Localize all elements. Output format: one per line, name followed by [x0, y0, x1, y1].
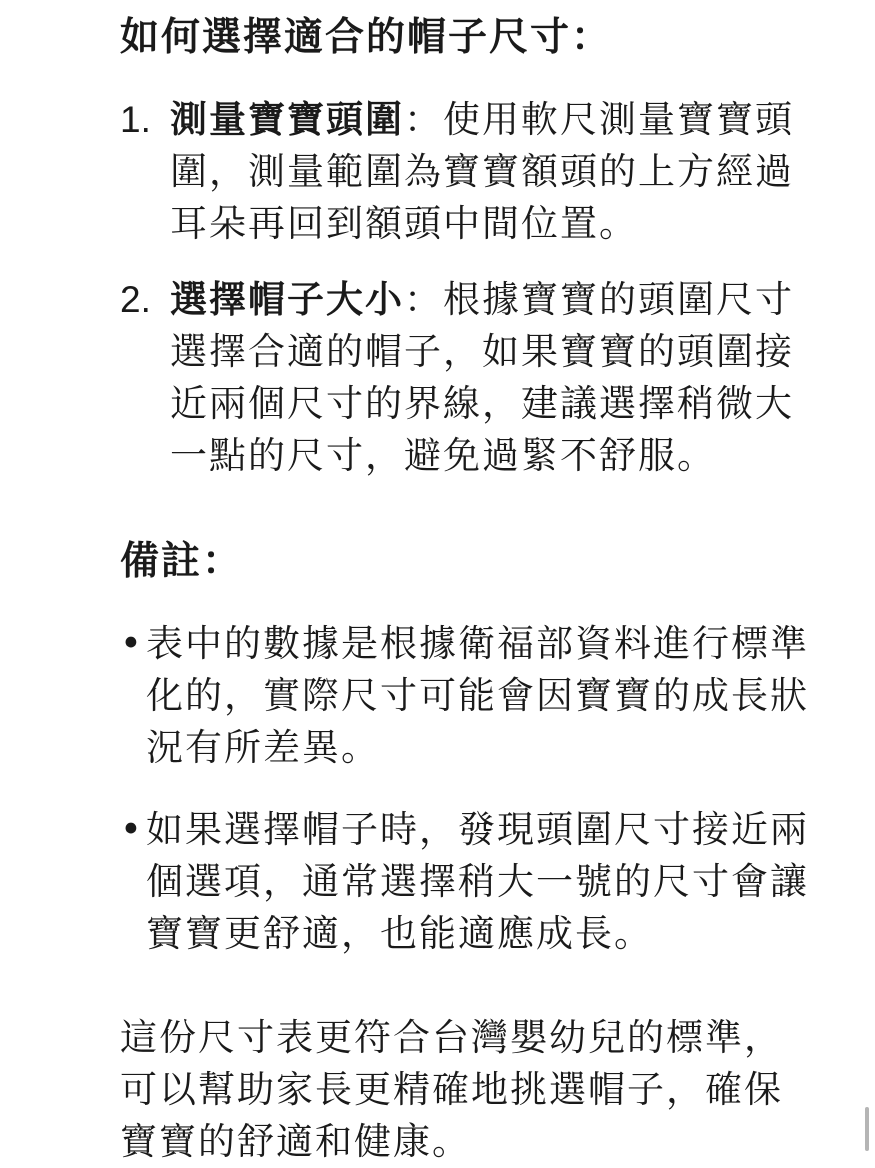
notes-list	[120, 618, 820, 960]
step-title: 測量寶寶頭圍	[170, 98, 404, 141]
step-text: ：使用軟尺測量寶寶頭圍，測量範圍為寶寶額頭的上方經過耳朵再回到額頭中間位置。	[170, 98, 794, 245]
step-number: 1.	[120, 99, 151, 140]
step-number: 2.	[120, 279, 151, 320]
vertical-scrollbar[interactable]	[865, 1107, 869, 1151]
note-text: 如果選擇帽子時，發現頭圍尺寸接近兩個選項，通常選擇稍大一號的尺寸會讓寶寶更舒適，也能適應成長。	[146, 808, 809, 955]
bullet-icon: •	[120, 808, 144, 851]
step-title: 選擇帽子大小	[170, 278, 404, 321]
step-text: ：根據寶寶的頭圍尺寸選擇合適的帽子，如果寶寶的頭圍接近兩個尺寸的界線，建議選擇稍微大一點的尺寸，避免過緊不舒服。	[170, 278, 794, 477]
steps-list	[120, 94, 820, 482]
closing-paragraph: 這份尺寸表更符合台灣嬰幼兒的標準，可以幫助家長更精確地挑選帽子，確保寶寶的舒適和健康。	[120, 1016, 783, 1163]
guide-heading: 如何選擇適合的帽子尺寸：	[120, 15, 613, 60]
note-text: 表中的數據是根據衛福部資料進行標準化的，實際尺寸可能會因寶寶的成長狀況有所差異。	[146, 622, 809, 769]
step-item	[120, 274, 820, 482]
step-item	[120, 94, 820, 250]
note-item	[120, 804, 820, 960]
bullet-icon: •	[120, 622, 144, 665]
note-item	[120, 618, 820, 774]
notes-heading: 備註：	[120, 539, 244, 584]
chat-message-content	[120, 0, 820, 1168]
